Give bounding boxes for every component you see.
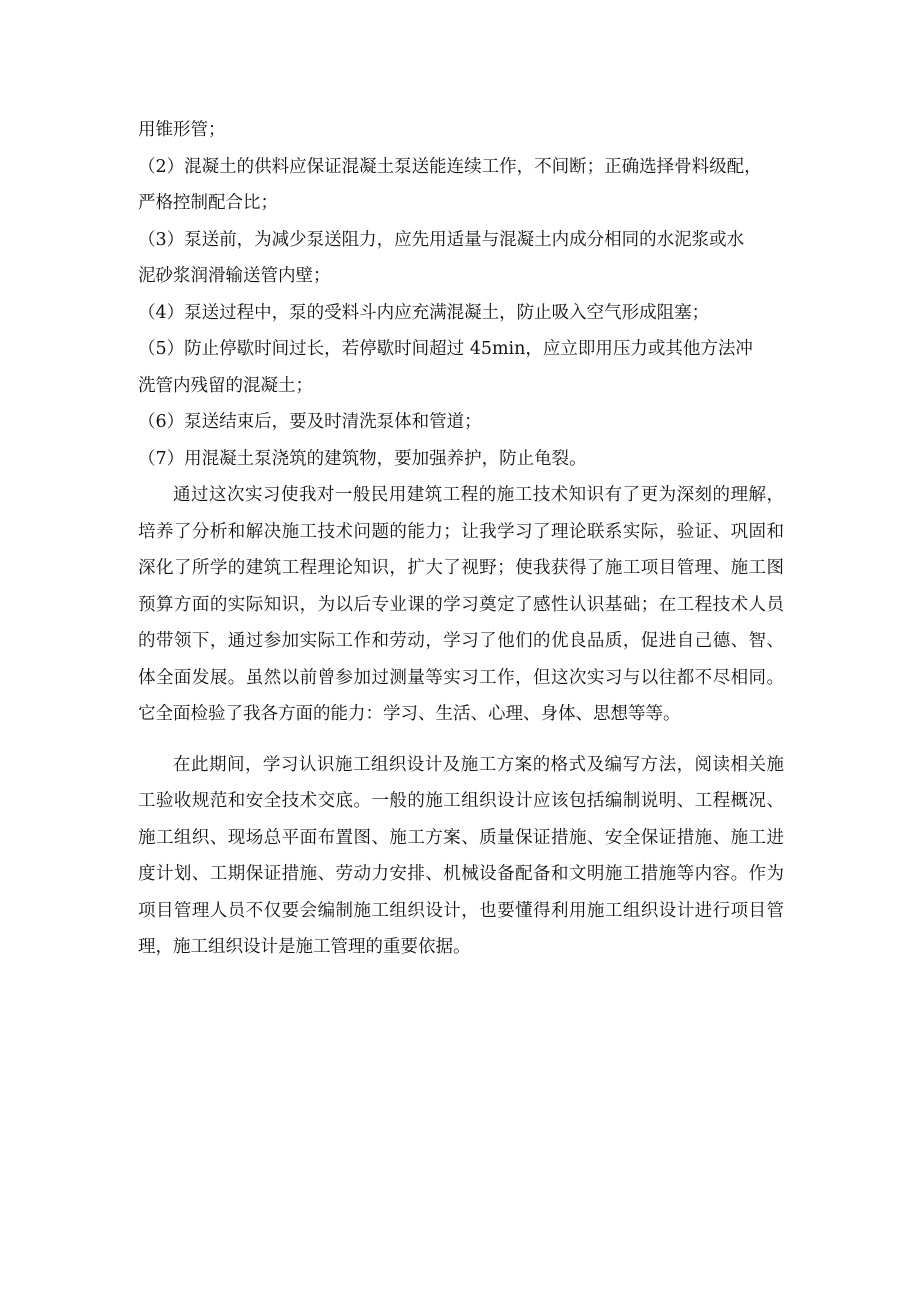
list-item-5-line-1: （5）防止停歇时间过长，若停歇时间超过 45min，应立即用压力或其他方法冲 xyxy=(138,339,753,359)
list-item-6: （6）泵送结束后，要及时清洗泵体和管道； xyxy=(138,412,482,432)
list-item-5-line-2: 洗管内残留的混凝土； xyxy=(138,375,313,396)
list-item-3-line-1: （3）泵送前，为减少泵送阻力，应先用适量与混凝土内成分相同的水泥浆或水 xyxy=(138,229,745,250)
list-item-7: （7）用混凝土泵浇筑的建筑物，要加强养护，防止龟裂。 xyxy=(138,448,587,469)
paragraph-internship-summary: 通过这次实习使我对一般民用建筑工程的施工技术知识有了更为深刻的理解，培养了分析和解决施工技术问题的能力；让我学习了理论联系实际，验证、巩固和深化了所学的建筑工程理论知识，扩大了视野；使我获得了施工项目管理、施工图预算方面的实际知识，为以后专业课的学习奠定了感性认识基础；在工程技术人员的带领下，通过参加实际工作和劳动，学习了他们的优良品质，促进自己德、智、体全面发展。虽然以前曾参加过测量等实习工作，但这次实习与以往都不尽相同。它全面检验了我各方面的能力：学习、生活、心理、身体、思想等等。 xyxy=(138,485,784,724)
paragraph-spacer xyxy=(138,733,784,747)
list-item-2-line-2: 严格控制配合比； xyxy=(138,193,278,213)
list-line: 用锥形管； xyxy=(138,120,226,140)
list-item-3-line-2: 泥砂浆润滑输送管内壁； xyxy=(138,266,331,286)
paragraph-construction-design: 在此期间，学习认识施工组织设计及施工方案的格式及编写方法，阅读相关施工验收规范和安全技术交底。一般的施工组织设计应该包括编制说明、工程概况、施工组织、现场总平面布置图、施工方案、质量保证措施、安全保证措施、施工进度计划、工期保证措施、劳动力安排、机械设备配备和文明施工措施等内容。作为项目管理人员不仅要会编制施工组织设计，也要懂得利用施工组织设计进行项目管理，施工组织设计是施工管理的重要依据。 xyxy=(138,754,784,957)
list-item-4: （4）泵送过程中，泵的受料斗内应充满混凝土，防止吸入空气形成阻塞； xyxy=(138,302,710,323)
list-item-2-line-1: （2）混凝土的供料应保证混凝土泵送能连续工作，不间断；正确选择骨料级配， xyxy=(138,156,762,177)
document-page xyxy=(138,112,784,966)
